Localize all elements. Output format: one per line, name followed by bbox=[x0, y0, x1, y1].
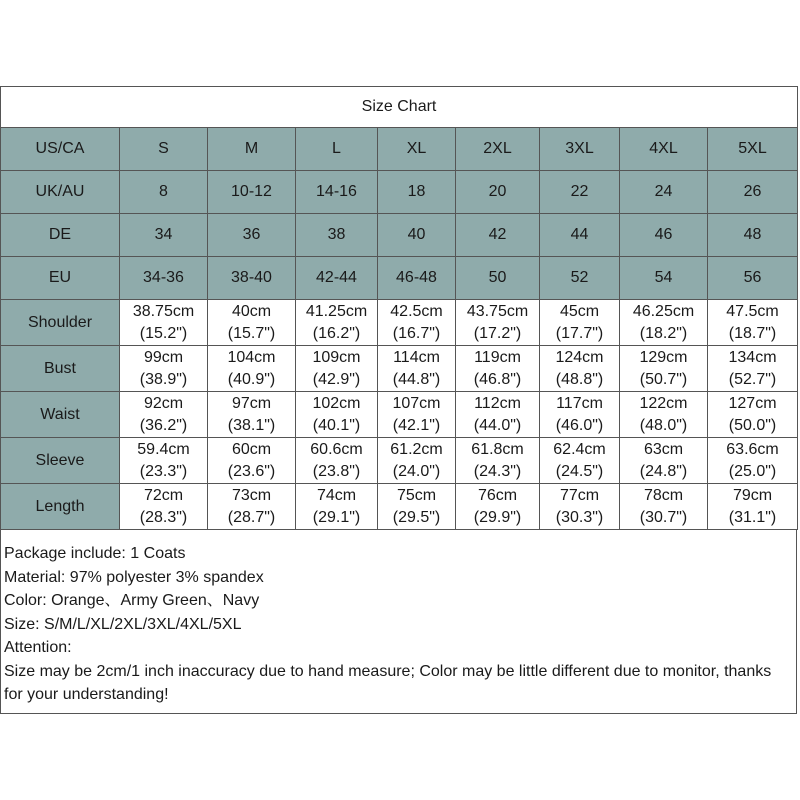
size-cell: 24 bbox=[620, 171, 708, 214]
measurement-cm: 61.2cm bbox=[390, 440, 443, 458]
measurement-label: Bust bbox=[1, 346, 120, 392]
measurement-inch: (30.7") bbox=[639, 508, 688, 526]
measurement-inch: (15.7") bbox=[227, 324, 276, 342]
measurement-inch: (16.7") bbox=[392, 324, 441, 342]
measurement-label: Waist bbox=[1, 392, 120, 438]
measurement-cm: 42.5cm bbox=[390, 302, 443, 320]
measurement-inch: (15.2") bbox=[139, 324, 188, 342]
size-cell: 48 bbox=[708, 214, 798, 257]
measurement-cell bbox=[296, 346, 378, 392]
measurement-inch: (29.5") bbox=[392, 508, 441, 526]
measurement-label: Shoulder bbox=[1, 300, 120, 346]
measurement-cm: 99cm bbox=[143, 348, 184, 366]
measurement-cm: 129cm bbox=[639, 348, 688, 366]
measurement-cell bbox=[540, 346, 620, 392]
measurement-cell bbox=[456, 484, 540, 530]
measurement-cell bbox=[120, 300, 208, 346]
measurement-inch: (18.7") bbox=[728, 324, 777, 342]
measurement-cm: 124cm bbox=[555, 348, 604, 366]
size-cell: 56 bbox=[708, 257, 798, 300]
size-cell: 46 bbox=[620, 214, 708, 257]
measurement-cm: 73cm bbox=[231, 486, 272, 504]
measurement-cm: 41.25cm bbox=[305, 302, 368, 320]
size-cell: 34 bbox=[120, 214, 208, 257]
measurement-row bbox=[1, 438, 798, 484]
measurement-inch: (23.3") bbox=[139, 462, 188, 480]
measurement-inch: (24.3") bbox=[473, 462, 522, 480]
measurement-cell bbox=[620, 484, 708, 530]
measurement-inch: (48.0") bbox=[639, 416, 688, 434]
measurement-cell bbox=[208, 438, 296, 484]
measurement-inch: (40.9") bbox=[227, 370, 276, 388]
measurement-inch: (46.8") bbox=[473, 370, 522, 388]
row-label: EU bbox=[1, 257, 120, 300]
measurement-cm: 77cm bbox=[559, 486, 600, 504]
measurement-cm: 107cm bbox=[392, 394, 441, 412]
measurement-cell bbox=[208, 300, 296, 346]
measurement-inch: (50.0") bbox=[728, 416, 777, 434]
measurement-inch: (42.9") bbox=[312, 370, 361, 388]
note-line: Package include: 1 Coats bbox=[4, 545, 186, 562]
size-cell: 38-40 bbox=[208, 257, 296, 300]
measurement-cm: 102cm bbox=[312, 394, 361, 412]
measurement-cm: 127cm bbox=[728, 394, 777, 412]
size-row bbox=[1, 128, 798, 171]
note-line: Size: S/M/L/XL/2XL/3XL/4XL/5XL bbox=[4, 615, 242, 633]
size-cell: 54 bbox=[620, 257, 708, 300]
measurement-cell bbox=[378, 300, 456, 346]
measurement-cm: 62.4cm bbox=[553, 440, 606, 458]
size-cell: 2XL bbox=[456, 128, 540, 171]
measurement-cell bbox=[620, 346, 708, 392]
size-row bbox=[1, 171, 798, 214]
measurement-cm: 63cm bbox=[643, 440, 684, 458]
measurement-cm: 63.6cm bbox=[726, 440, 779, 458]
measurement-cell bbox=[456, 392, 540, 438]
measurement-inch: (28.3") bbox=[139, 508, 188, 526]
measurement-inch: (29.1") bbox=[312, 508, 361, 526]
measurement-cm: 60.6cm bbox=[310, 440, 363, 458]
measurement-cm: 61.8cm bbox=[471, 440, 524, 458]
measurement-cm: 60cm bbox=[231, 440, 272, 458]
measurement-inch: (24.8") bbox=[639, 462, 688, 480]
size-cell: 3XL bbox=[540, 128, 620, 171]
size-cell: S bbox=[120, 128, 208, 171]
measurement-inch: (25.0") bbox=[728, 462, 777, 480]
size-cell: 50 bbox=[456, 257, 540, 300]
measurement-cm: 78cm bbox=[643, 486, 684, 504]
measurement-cell bbox=[208, 484, 296, 530]
measurement-cell bbox=[120, 392, 208, 438]
product-notes bbox=[4, 542, 794, 707]
size-cell: 36 bbox=[208, 214, 296, 257]
measurement-cell bbox=[296, 484, 378, 530]
measurement-inch: (36.2") bbox=[139, 416, 188, 434]
measurement-cell bbox=[708, 392, 798, 438]
measurement-cell bbox=[456, 300, 540, 346]
measurement-cell bbox=[540, 300, 620, 346]
size-cell: 8 bbox=[120, 171, 208, 214]
measurement-cm: 97cm bbox=[231, 394, 272, 412]
measurement-inch: (30.3") bbox=[555, 508, 604, 526]
measurement-cell bbox=[120, 346, 208, 392]
size-chart-title: Size Chart bbox=[1, 87, 798, 128]
size-cell: L bbox=[296, 128, 378, 171]
size-cell: 34-36 bbox=[120, 257, 208, 300]
size-row bbox=[1, 214, 798, 257]
size-cell: M bbox=[208, 128, 296, 171]
size-cell: 22 bbox=[540, 171, 620, 214]
measurement-inch: (44.8") bbox=[392, 370, 441, 388]
note-line: Color: Orange、Army Green、Navy bbox=[4, 592, 260, 609]
note-line: Size may be 2cm/1 inch inaccuracy due to hand measure; Color may be little different due to monitor, thanks for your understanding! bbox=[4, 662, 772, 703]
measurement-cell bbox=[456, 346, 540, 392]
measurement-cm: 75cm bbox=[396, 486, 437, 504]
measurement-cm: 122cm bbox=[639, 394, 688, 412]
measurement-cell bbox=[120, 484, 208, 530]
measurement-cell bbox=[296, 392, 378, 438]
measurement-inch: (16.2") bbox=[312, 324, 361, 342]
measurement-cm: 38.75cm bbox=[132, 302, 195, 320]
measurement-row bbox=[1, 392, 798, 438]
measurement-cell bbox=[378, 438, 456, 484]
measurement-inch: (24.5") bbox=[555, 462, 604, 480]
size-row bbox=[1, 257, 798, 300]
measurement-cm: 59.4cm bbox=[137, 440, 190, 458]
measurement-inch: (23.6") bbox=[227, 462, 276, 480]
measurement-cell bbox=[378, 484, 456, 530]
measurement-cm: 114cm bbox=[393, 348, 440, 366]
measurement-row bbox=[1, 300, 798, 346]
measurement-cell bbox=[208, 346, 296, 392]
measurement-cell bbox=[540, 438, 620, 484]
measurement-cm: 92cm bbox=[143, 394, 184, 412]
measurement-row bbox=[1, 346, 798, 392]
measurement-cm: 134cm bbox=[728, 348, 777, 366]
measurement-cm: 74cm bbox=[316, 486, 357, 504]
measurement-inch: (42.1") bbox=[392, 416, 441, 434]
size-cell: 10-12 bbox=[208, 171, 296, 214]
measurement-inch: (44.0") bbox=[473, 416, 522, 434]
measurement-cm: 109cm bbox=[312, 348, 361, 366]
measurement-cm: 43.75cm bbox=[466, 302, 529, 320]
size-cell: XL bbox=[378, 128, 456, 171]
measurement-label: Sleeve bbox=[1, 438, 120, 484]
measurement-cm: 46.25cm bbox=[632, 302, 695, 320]
measurement-cell bbox=[296, 438, 378, 484]
size-cell: 26 bbox=[708, 171, 798, 214]
measurement-inch: (31.1") bbox=[728, 508, 777, 526]
measurement-cell bbox=[708, 300, 798, 346]
size-cell: 40 bbox=[378, 214, 456, 257]
measurement-cell bbox=[540, 484, 620, 530]
size-cell: 5XL bbox=[708, 128, 798, 171]
measurement-cm: 47.5cm bbox=[726, 302, 779, 320]
size-cell: 38 bbox=[296, 214, 378, 257]
measurement-cm: 117cm bbox=[556, 394, 603, 412]
measurement-inch: (17.7") bbox=[555, 324, 604, 342]
measurement-cell bbox=[620, 438, 708, 484]
measurement-inch: (18.2") bbox=[639, 324, 688, 342]
measurement-cm: 119cm bbox=[474, 348, 521, 366]
measurement-cm: 72cm bbox=[143, 486, 184, 504]
size-cell: 14-16 bbox=[296, 171, 378, 214]
size-cell: 42-44 bbox=[296, 257, 378, 300]
measurement-cm: 45cm bbox=[559, 302, 600, 320]
measurement-cell bbox=[378, 346, 456, 392]
size-cell: 4XL bbox=[620, 128, 708, 171]
size-cell: 52 bbox=[540, 257, 620, 300]
measurement-inch: (40.1") bbox=[312, 416, 361, 434]
measurement-cell bbox=[296, 300, 378, 346]
size-cell: 20 bbox=[456, 171, 540, 214]
measurement-cell bbox=[620, 392, 708, 438]
measurement-inch: (17.2") bbox=[473, 324, 522, 342]
note-line: Material: 97% polyester 3% spandex bbox=[4, 568, 264, 586]
measurement-inch: (38.1") bbox=[227, 416, 276, 434]
measurement-label: Length bbox=[1, 484, 120, 530]
row-label: UK/AU bbox=[1, 171, 120, 214]
measurement-inch: (29.9") bbox=[473, 508, 522, 526]
measurement-inch: (50.7") bbox=[639, 370, 688, 388]
row-label: US/CA bbox=[1, 128, 120, 171]
measurement-cm: 112cm bbox=[474, 394, 521, 412]
measurement-cell bbox=[378, 392, 456, 438]
size-cell: 42 bbox=[456, 214, 540, 257]
measurement-cell bbox=[456, 438, 540, 484]
measurement-cm: 79cm bbox=[732, 486, 773, 504]
measurement-cell bbox=[708, 346, 798, 392]
row-label: DE bbox=[1, 214, 120, 257]
measurement-cell bbox=[708, 484, 798, 530]
measurement-inch: (48.8") bbox=[555, 370, 604, 388]
size-cell: 46-48 bbox=[378, 257, 456, 300]
measurement-inch: (23.8") bbox=[312, 462, 361, 480]
size-cell: 44 bbox=[540, 214, 620, 257]
measurement-inch: (46.0") bbox=[555, 416, 604, 434]
measurement-cell bbox=[208, 392, 296, 438]
measurement-cell bbox=[708, 438, 798, 484]
measurement-inch: (38.9") bbox=[139, 370, 188, 388]
size-chart-table bbox=[0, 86, 798, 530]
measurement-cell bbox=[620, 300, 708, 346]
measurement-cm: 76cm bbox=[477, 486, 518, 504]
measurement-cm: 40cm bbox=[231, 302, 272, 320]
measurement-inch: (52.7") bbox=[728, 370, 777, 388]
measurement-row bbox=[1, 484, 798, 530]
measurement-inch: (28.7") bbox=[227, 508, 276, 526]
measurement-inch: (24.0") bbox=[392, 462, 441, 480]
measurement-cell bbox=[120, 438, 208, 484]
measurement-cell bbox=[540, 392, 620, 438]
measurement-cm: 104cm bbox=[227, 348, 276, 366]
size-cell: 18 bbox=[378, 171, 456, 214]
note-line: Attention: bbox=[4, 639, 72, 656]
